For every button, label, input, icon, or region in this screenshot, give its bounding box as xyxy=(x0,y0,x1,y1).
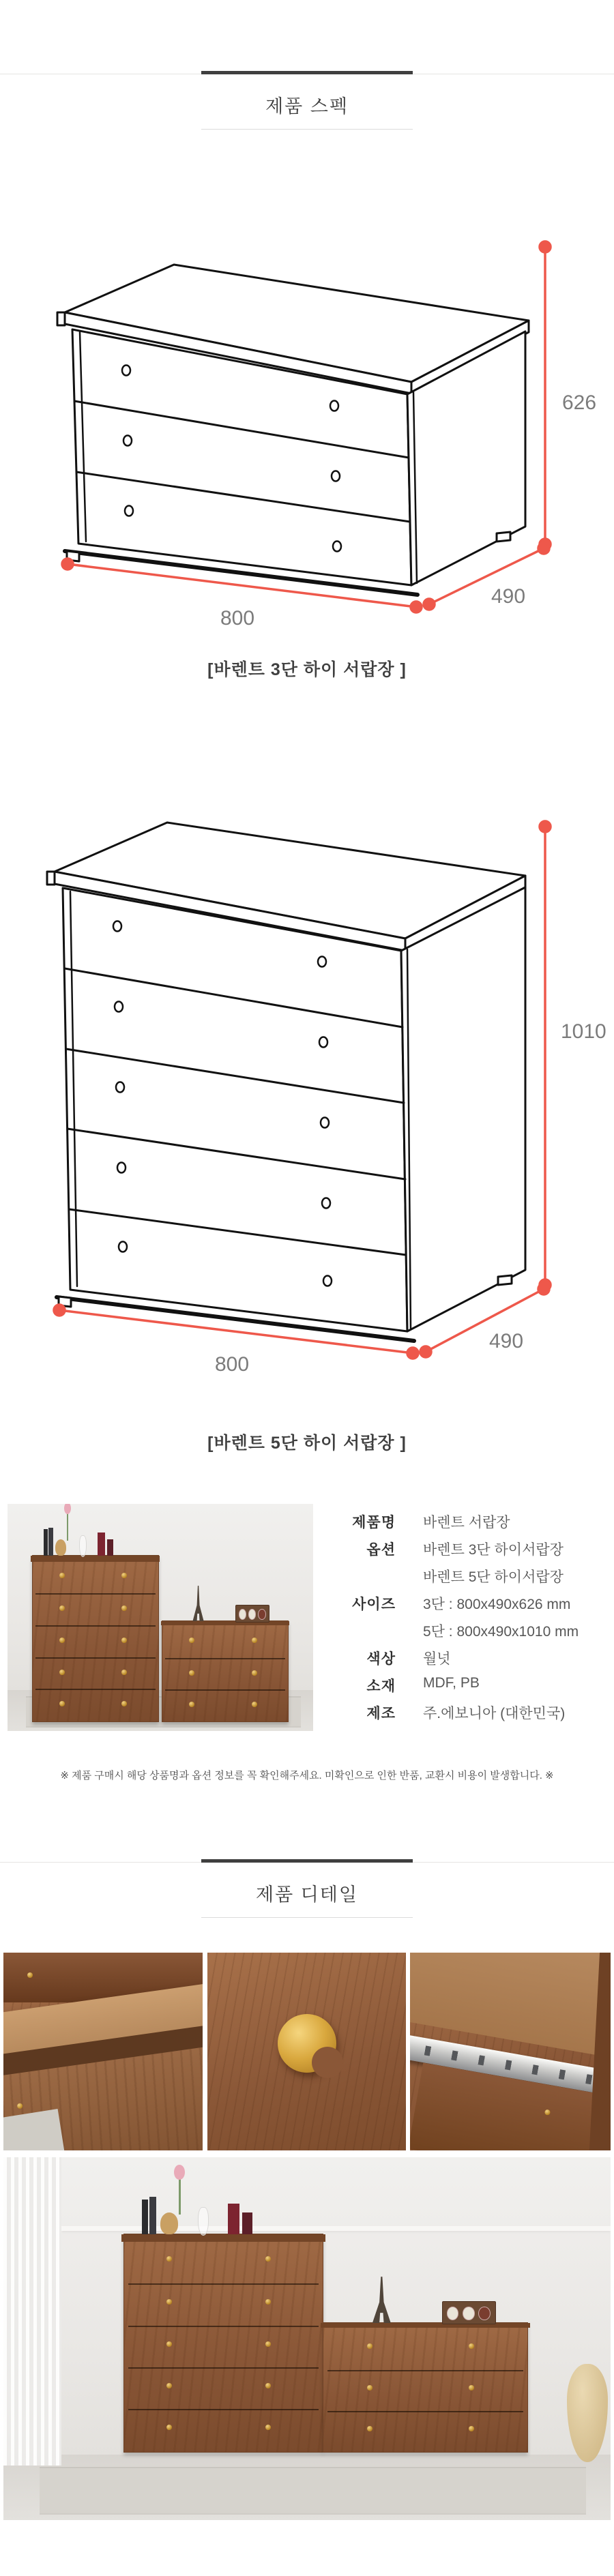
rug xyxy=(40,2467,586,2515)
spec-label: 제조 xyxy=(366,1706,396,1721)
table-row xyxy=(341,1620,613,1648)
chest-3dan-dimension-diagram xyxy=(0,225,614,648)
curtain xyxy=(3,2157,61,2466)
spec-label: 제품명 xyxy=(352,1515,396,1530)
decor-flower-stem xyxy=(179,2176,180,2215)
product-lifestyle-photo xyxy=(3,2157,611,2520)
decor-eiffel-figurine xyxy=(372,2277,391,2323)
decor-candle xyxy=(242,2212,252,2234)
table-row xyxy=(341,1566,613,1593)
drawer xyxy=(128,2283,319,2326)
spec-value: 바렌트 5단 하이서랍장 xyxy=(423,1569,564,1585)
spec-value: 바렌트 서랍장 xyxy=(423,1515,510,1530)
detail-photo-open-drawer xyxy=(3,1953,203,2150)
height-dimension-label: 1010 xyxy=(561,1020,606,1043)
spec-label: 사이즈 xyxy=(352,1597,396,1612)
detail-photo-gold-knob xyxy=(207,1953,406,2150)
drawer xyxy=(327,2411,523,2453)
spec-label: 옵션 xyxy=(366,1542,396,1558)
detail-section-title: 제품 디테일 xyxy=(256,1884,358,1905)
drawer xyxy=(35,1657,156,1691)
drawer xyxy=(128,2242,319,2283)
spec-label: 색상 xyxy=(366,1651,396,1667)
decor-flower-stem xyxy=(67,1511,68,1541)
decor-candle xyxy=(228,2204,239,2234)
drawer xyxy=(165,1627,285,1658)
detail-header-accent-bar xyxy=(201,1859,413,1863)
decor-eiffel-figurine xyxy=(192,1586,204,1622)
drawer xyxy=(128,2367,319,2410)
chest-5dan-photo xyxy=(32,1555,159,1722)
drawer xyxy=(327,2370,523,2412)
decor-flower xyxy=(174,2165,185,2180)
decor-radio xyxy=(442,2301,497,2324)
spec-section-title: 제품 스펙 xyxy=(265,96,349,117)
chest-3dan-photo xyxy=(323,2322,528,2453)
drawer xyxy=(35,1689,156,1722)
spec-value: 월넛 xyxy=(423,1651,451,1667)
drawer xyxy=(128,2409,319,2452)
decor-basket-vase xyxy=(55,1539,67,1556)
spec-value: 주.에보니아 (대한민국) xyxy=(423,1706,566,1721)
spec-value: MDF, PB xyxy=(423,1675,480,1691)
decor-basket-vase xyxy=(160,2212,178,2234)
chest-3dan-photo xyxy=(162,1620,289,1722)
chest-top xyxy=(161,1621,289,1625)
chest-5dan-caption: [바렌트 5단 하이 서랍장 ] xyxy=(207,1434,407,1453)
chest-top xyxy=(121,2234,325,2242)
product-spec-table xyxy=(341,1511,613,1730)
chest-3dan-caption: [바렌트 3단 하이 서랍장 ] xyxy=(207,660,407,679)
table-row xyxy=(341,1648,613,1675)
spec-header-underline xyxy=(201,129,413,130)
decor-book xyxy=(149,2197,156,2234)
drawer xyxy=(165,1689,285,1722)
width-dimension-label: 800 xyxy=(220,607,255,630)
drawer xyxy=(35,1562,156,1594)
decor-radio xyxy=(235,1605,269,1623)
chest-top xyxy=(321,2323,530,2328)
chest-top xyxy=(31,1556,159,1562)
spec-value: 3단 : 800x490x626 mm xyxy=(423,1597,571,1612)
depth-dimension-label: 490 xyxy=(491,585,526,608)
drawer xyxy=(165,1658,285,1691)
drawer xyxy=(128,2326,319,2369)
decor-candle xyxy=(107,1539,113,1556)
decor-book xyxy=(142,2200,148,2234)
drawer xyxy=(35,1625,156,1659)
table-row xyxy=(341,1593,613,1620)
drawer xyxy=(327,2329,523,2370)
decor-candle xyxy=(98,1533,105,1556)
table-row xyxy=(341,1702,613,1730)
table-row xyxy=(341,1539,613,1566)
decor-book xyxy=(44,1529,48,1556)
chest-5dan-photo xyxy=(123,2234,323,2453)
drawer xyxy=(35,1593,156,1627)
decor-book xyxy=(48,1528,53,1556)
spec-label: 소재 xyxy=(366,1678,396,1694)
detail-photo-drawer-rail xyxy=(410,1953,611,2150)
product-styled-photo xyxy=(8,1504,313,1731)
chest-5dan-line-drawing xyxy=(47,823,525,1341)
depth-dimension-label: 490 xyxy=(488,1330,524,1352)
chest-3dan-line-drawing xyxy=(57,265,529,595)
width-dimension-label: 800 xyxy=(214,1353,250,1376)
decor-glass-vase xyxy=(79,1535,87,1557)
decor-flower xyxy=(64,1504,71,1514)
chest-5dan-dimension-diagram xyxy=(0,784,614,1398)
table-row xyxy=(341,1675,613,1702)
gold-knob-closeup xyxy=(278,2014,336,2073)
spec-value: 바렌트 3단 하이서랍장 xyxy=(423,1542,564,1558)
table-row xyxy=(341,1511,613,1539)
detail-header-underline xyxy=(201,1917,413,1918)
spec-header-accent-bar xyxy=(201,71,413,74)
purchase-notice: ※ 제품 구매시 해당 상품명과 옵션 정보를 꼭 확인해주세요. 미확인으로 인한 반품, 교환시 비용이 발생합니다. ※ xyxy=(60,1770,554,1781)
decor-glass-vase xyxy=(198,2207,209,2236)
height-dimension-label: 626 xyxy=(562,391,597,414)
decor-floor-vase xyxy=(567,2364,609,2462)
spec-value: 5단 : 800x490x1010 mm xyxy=(423,1624,579,1640)
